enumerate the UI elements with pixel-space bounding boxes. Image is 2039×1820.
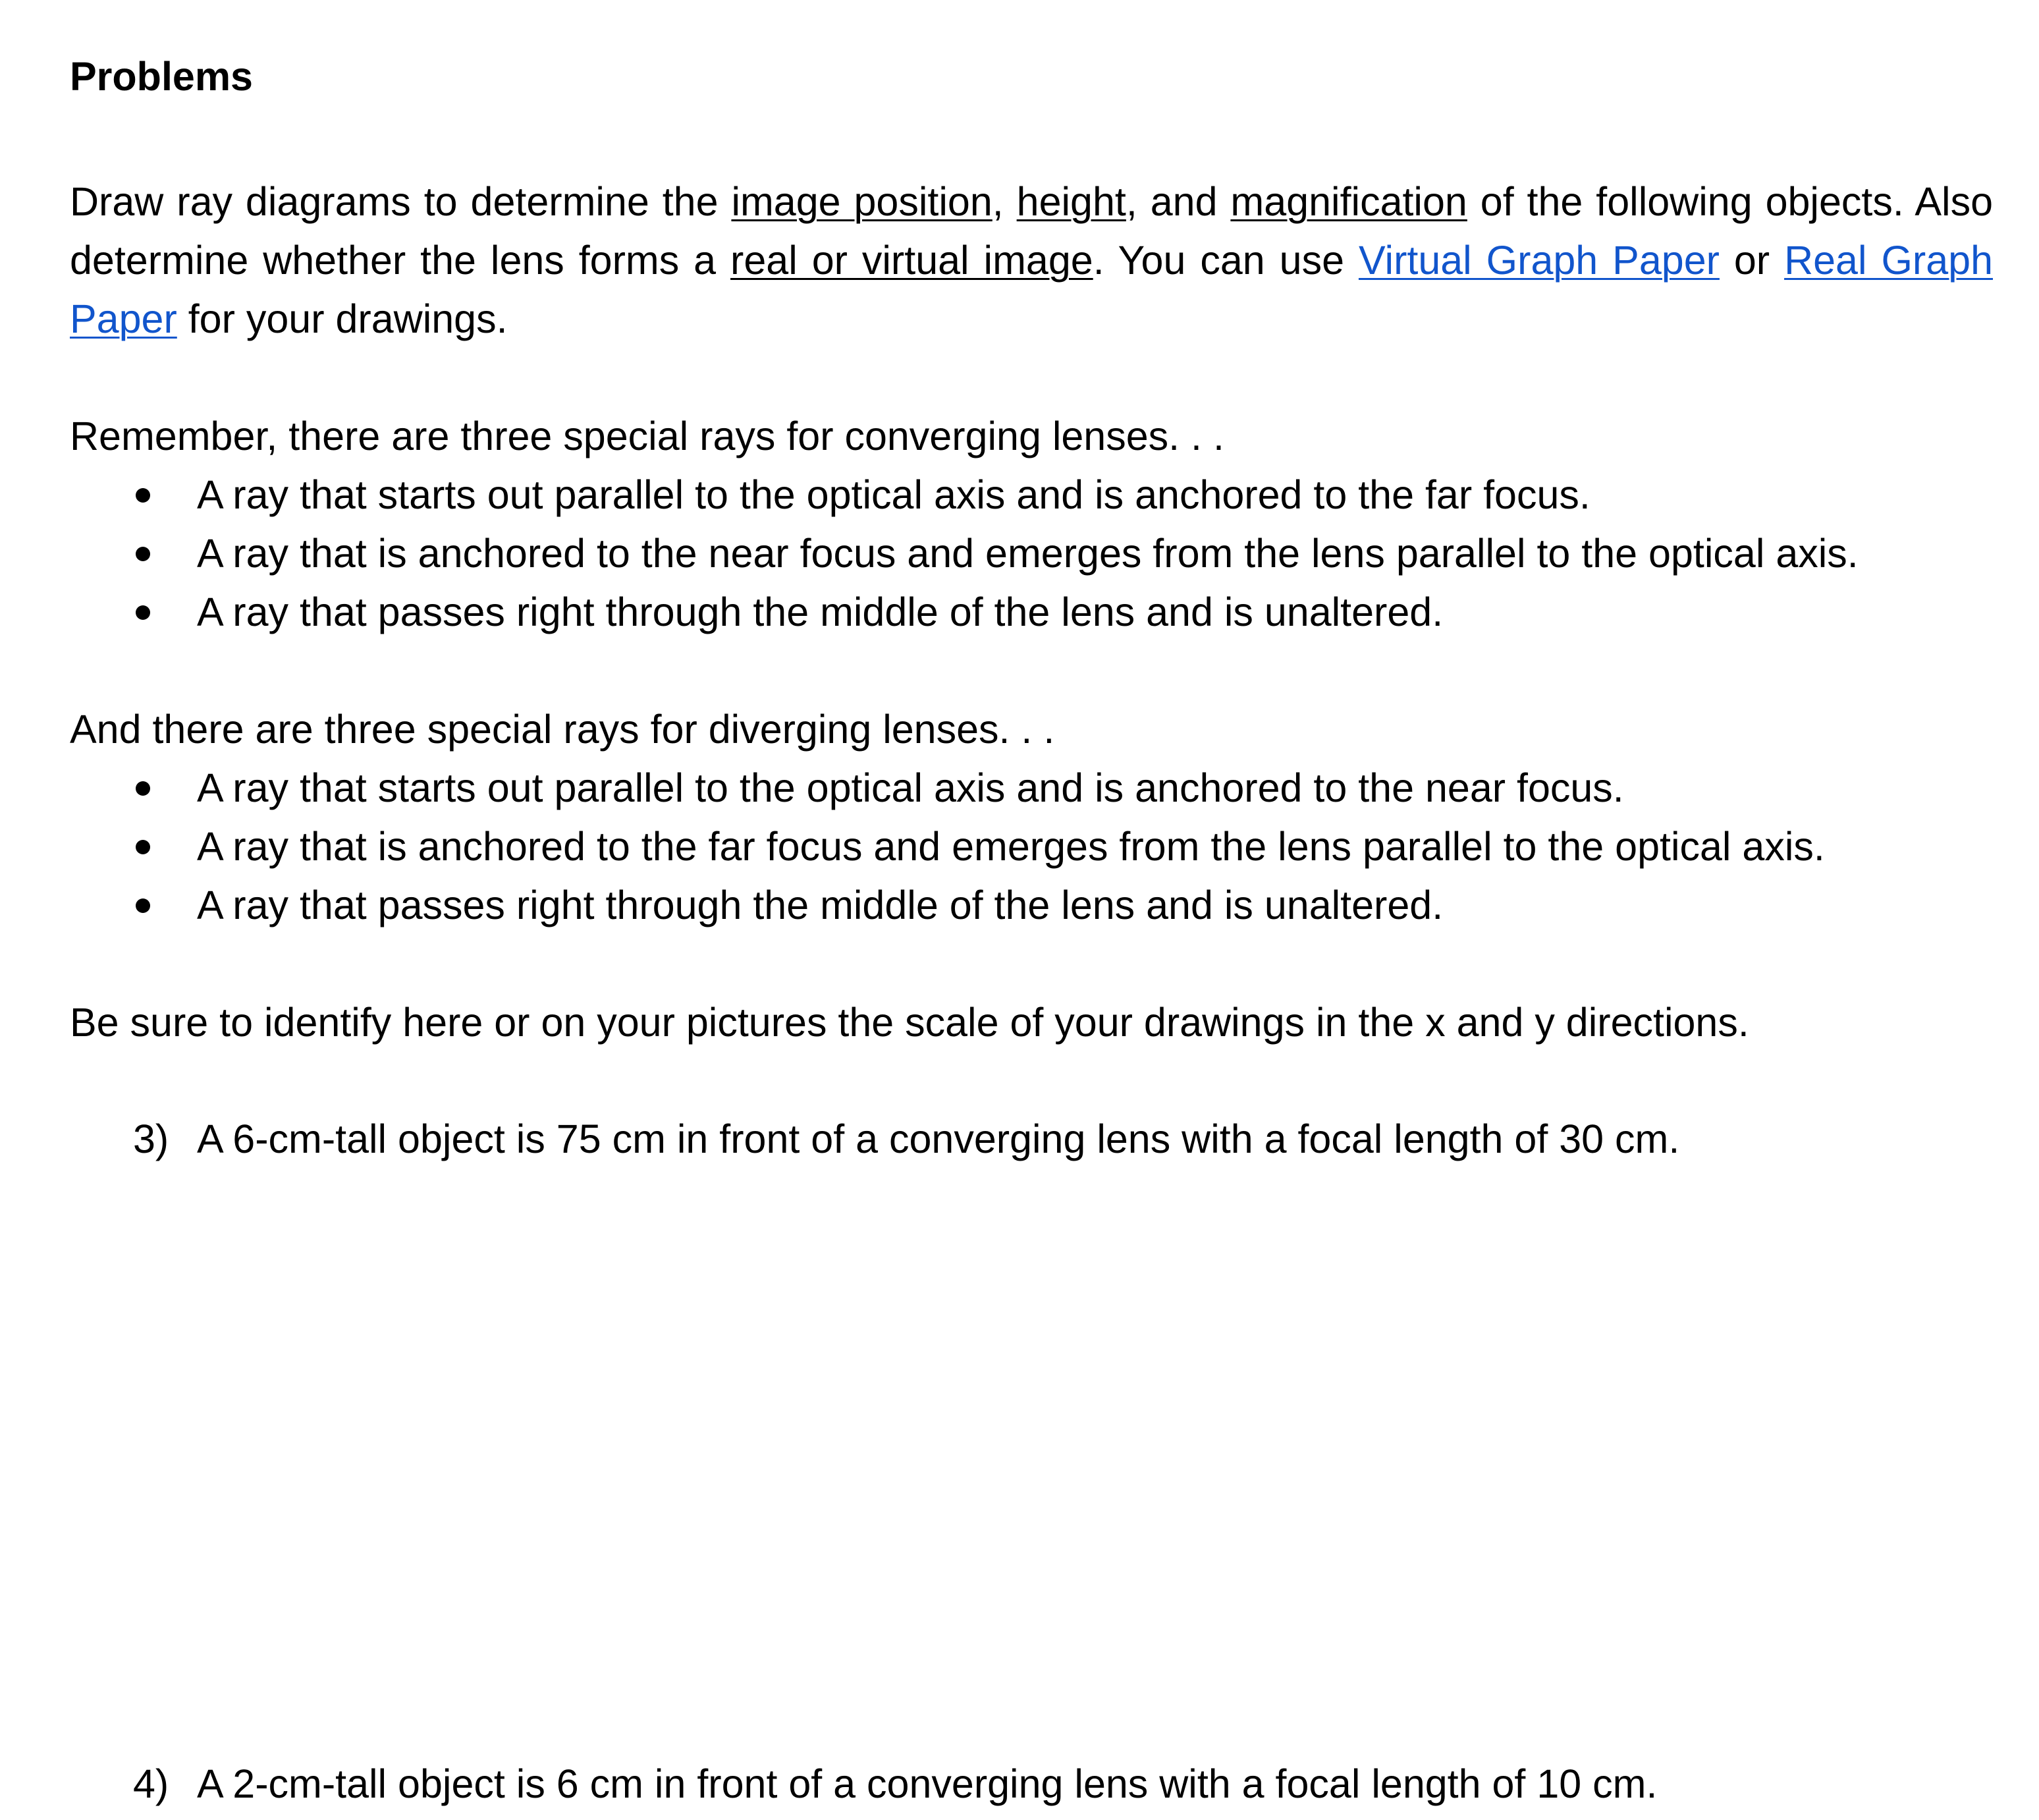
converging-rays-list	[70, 466, 1859, 642]
scale-note: Be sure to identify here or on your pictures the scale of your drawings in the x and y directions.	[70, 1000, 1749, 1045]
diverging-rays-list	[70, 759, 1825, 935]
intro-paragraph	[70, 173, 1993, 348]
section-heading: Problems	[70, 54, 253, 99]
problem-number: 4)	[133, 1761, 169, 1806]
list-item: A ray that starts out parallel to the optical axis and is anchored to the far focus.	[70, 466, 1859, 524]
term-real-or-virtual: real or virtual image	[730, 238, 1093, 283]
intro-text-3: , and	[1126, 179, 1231, 224]
list-item: A ray that starts out parallel to the optical axis and is anchored to the near focus.	[70, 759, 1825, 817]
intro-text-5: . You can use	[1093, 238, 1359, 283]
intro-text-6: or	[1719, 238, 1785, 283]
bullet-icon	[136, 605, 150, 620]
term-image-position: image position	[731, 179, 992, 224]
list-item: A ray that passes right through the middle of the lens and is unaltered.	[70, 583, 1859, 642]
intro-text-2: ,	[992, 179, 1017, 224]
bullet-icon	[136, 840, 150, 854]
intro-text-1: Draw ray diagrams to determine the	[70, 179, 732, 224]
diverging-intro: And there are three special rays for diverging lenses. . .	[70, 707, 1055, 752]
bullet-icon	[136, 488, 150, 503]
intro-text-7: for your drawings.	[177, 296, 508, 341]
bullet-icon	[136, 898, 150, 913]
term-height: height	[1016, 179, 1126, 224]
problem-text: A 2-cm-tall object is 6 cm in front of a converging lens with a focal length of 10 cm.	[197, 1761, 1658, 1806]
real-graph-paper-link[interactable]: Real Graph Paper	[70, 238, 1993, 341]
converging-intro: Remember, there are three special rays for converging lenses. . .	[70, 414, 1224, 458]
bullet-icon	[136, 547, 150, 561]
problem-number: 3)	[133, 1117, 169, 1161]
list-item: A ray that is anchored to the far focus and emerges from the lens parallel to the optical axis.	[70, 817, 1825, 876]
problem-text: A 6-cm-tall object is 75 cm in front of a converging lens with a focal length of 30 cm.	[197, 1117, 1680, 1161]
bullet-icon	[136, 781, 150, 796]
intro-text-4: of the following objects. Also determine whether the lens forms a	[70, 179, 1994, 283]
virtual-graph-paper-link[interactable]: Virtual Graph Paper	[1358, 238, 1720, 283]
list-item: A ray that is anchored to the near focus and emerges from the lens parallel to the optical axis.	[70, 524, 1859, 583]
term-magnification: magnification	[1230, 179, 1467, 224]
list-item: A ray that passes right through the middle of the lens and is unaltered.	[70, 876, 1825, 935]
